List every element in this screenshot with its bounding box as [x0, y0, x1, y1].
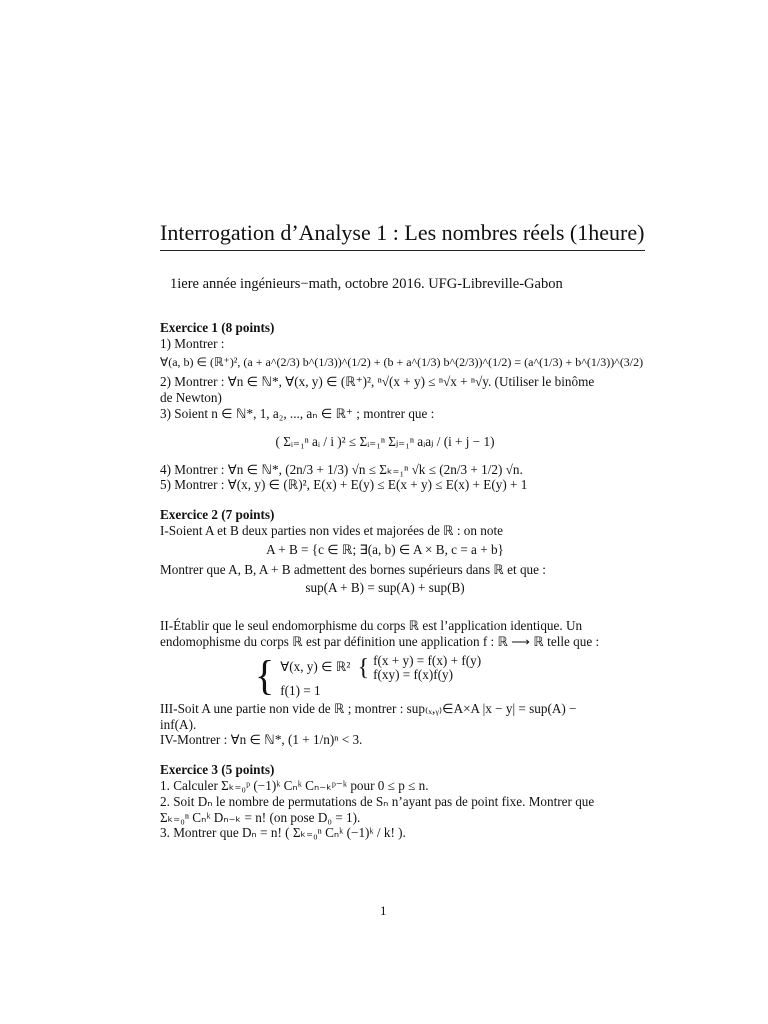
- ex1-q5: 5) Montrer : ∀(x, y) ∈ (ℝ)², E(x) + E(y) ≤ E(x + y) ≤ E(x) + E(y) + 1: [160, 477, 528, 493]
- left-brace: {: [255, 652, 275, 700]
- ex2-p1-definition: A + B = {c ∈ ℝ; ∃(a, b) ∈ A × B, c = a + b}: [266, 541, 504, 557]
- ex2-p1-task: Montrer que A, B, A + B admettent des bornes supérieurs dans ℝ et que :: [160, 561, 546, 577]
- ex1-q1-formula: ∀(a, b) ∈ (ℝ⁺)², (a + a^(2/3) b^(1/3))^(1/2) + (b + a^(1/3) b^(2/3))^(1/2) = (a^(1/3) + b^(1/3))^(3/2): [160, 354, 644, 369]
- system-quantifier: ∀(x, y) ∈ ℝ²: [280, 658, 351, 674]
- ex1-q4: 4) Montrer : ∀n ∈ ℕ*, (2n/3 + 1/3) √n ≤ Σₖ₌₁ⁿ √k ≤ (2n/3 + 1/2) √n.: [160, 461, 523, 477]
- exercise-2-heading: Exercice 2 (7 points): [160, 507, 275, 523]
- page-number: 1: [380, 903, 387, 918]
- exercise-1-heading: Exercice 1 (8 points): [160, 320, 275, 335]
- exercise-3-heading: Exercice 3 (5 points): [160, 762, 275, 778]
- ex2-p2-text: II-Établir que le seul endomorphisme du corps ℝ est l’application identique. Un endomophisme du corps ℝ est par définition une application f : ℝ ⟶ ℝ telle que :: [160, 618, 600, 649]
- ex3-q3: 3. Montrer que Dₙ = n! ( Σₖ₌₀ⁿ Cₙᵏ (−1)ᵏ / k! ).: [160, 825, 406, 841]
- inner-brace: {: [357, 654, 370, 681]
- endomorphism-system: [255, 654, 610, 699]
- ex1-q3-formula: ( Σᵢ₌₁ⁿ aᵢ / i )² ≤ Σᵢ₌₁ⁿ Σⱼ₌₁ⁿ aᵢaⱼ / (i + j − 1): [275, 433, 495, 449]
- ex2-p3-text: III-Soit A une partie non vide de ℝ ; montrer : sup₍ₓ,ᵧ₎∈A×A |x − y| = sup(A) − inf(A).: [160, 700, 577, 732]
- ex3-q2: 2. Soit Dₙ le nombre de permutations de Sₙ n’ayant pas de point fixe. Montrer que Σₖ₌₀ⁿ Cₙᵏ Dₙ₋ₖ = n! (on pose D₀ = 1).: [160, 793, 595, 825]
- page-subtitle: 1iere année ingénieurs−math, octobre 2016. UFG-Libreville-Gabon: [170, 276, 563, 292]
- ex2-p1-formula: sup(A + B) = sup(A) + sup(B): [305, 580, 465, 596]
- system-additivity: f(x + y) = f(x) + f(y): [373, 652, 482, 668]
- exam-body: [160, 320, 644, 841]
- ex1-q2-line1: 2) Montrer : ∀n ∈ ℕ*, ∀(x, y) ∈ (ℝ⁺)², ⁿ√(x + y) ≤ ⁿ√x + ⁿ√y. (Utiliser le binôme: [160, 374, 595, 390]
- ex2-p1-intro: I-Soient A et B deux parties non vides et majorées de ℝ : on note: [160, 522, 503, 538]
- ex3-q1: 1. Calculer Σₖ₌₀ᵖ (−1)ᵏ Cₙᵏ Cₙ₋ₖᵖ⁻ᵏ pour 0 ≤ p ≤ n.: [160, 777, 429, 793]
- ex1-q2-line2: de Newton): [160, 390, 222, 406]
- system-multiplicativity: f(xy) = f(x)f(y): [373, 666, 454, 682]
- page-title: Interrogation d’Analyse 1 : Les nombres réels (1heure): [160, 220, 645, 251]
- ex1-q3-intro: 3) Soient n ∈ ℕ*, 1, a₂, ..., aₙ ∈ ℝ⁺ ; montrer que :: [160, 405, 435, 421]
- ex1-q1-intro: 1) Montrer :: [160, 335, 225, 351]
- system-unit: f(1) = 1: [280, 682, 321, 698]
- ex2-p4: IV-Montrer : ∀n ∈ ℕ*, (1 + 1/n)ⁿ < 3.: [160, 732, 363, 748]
